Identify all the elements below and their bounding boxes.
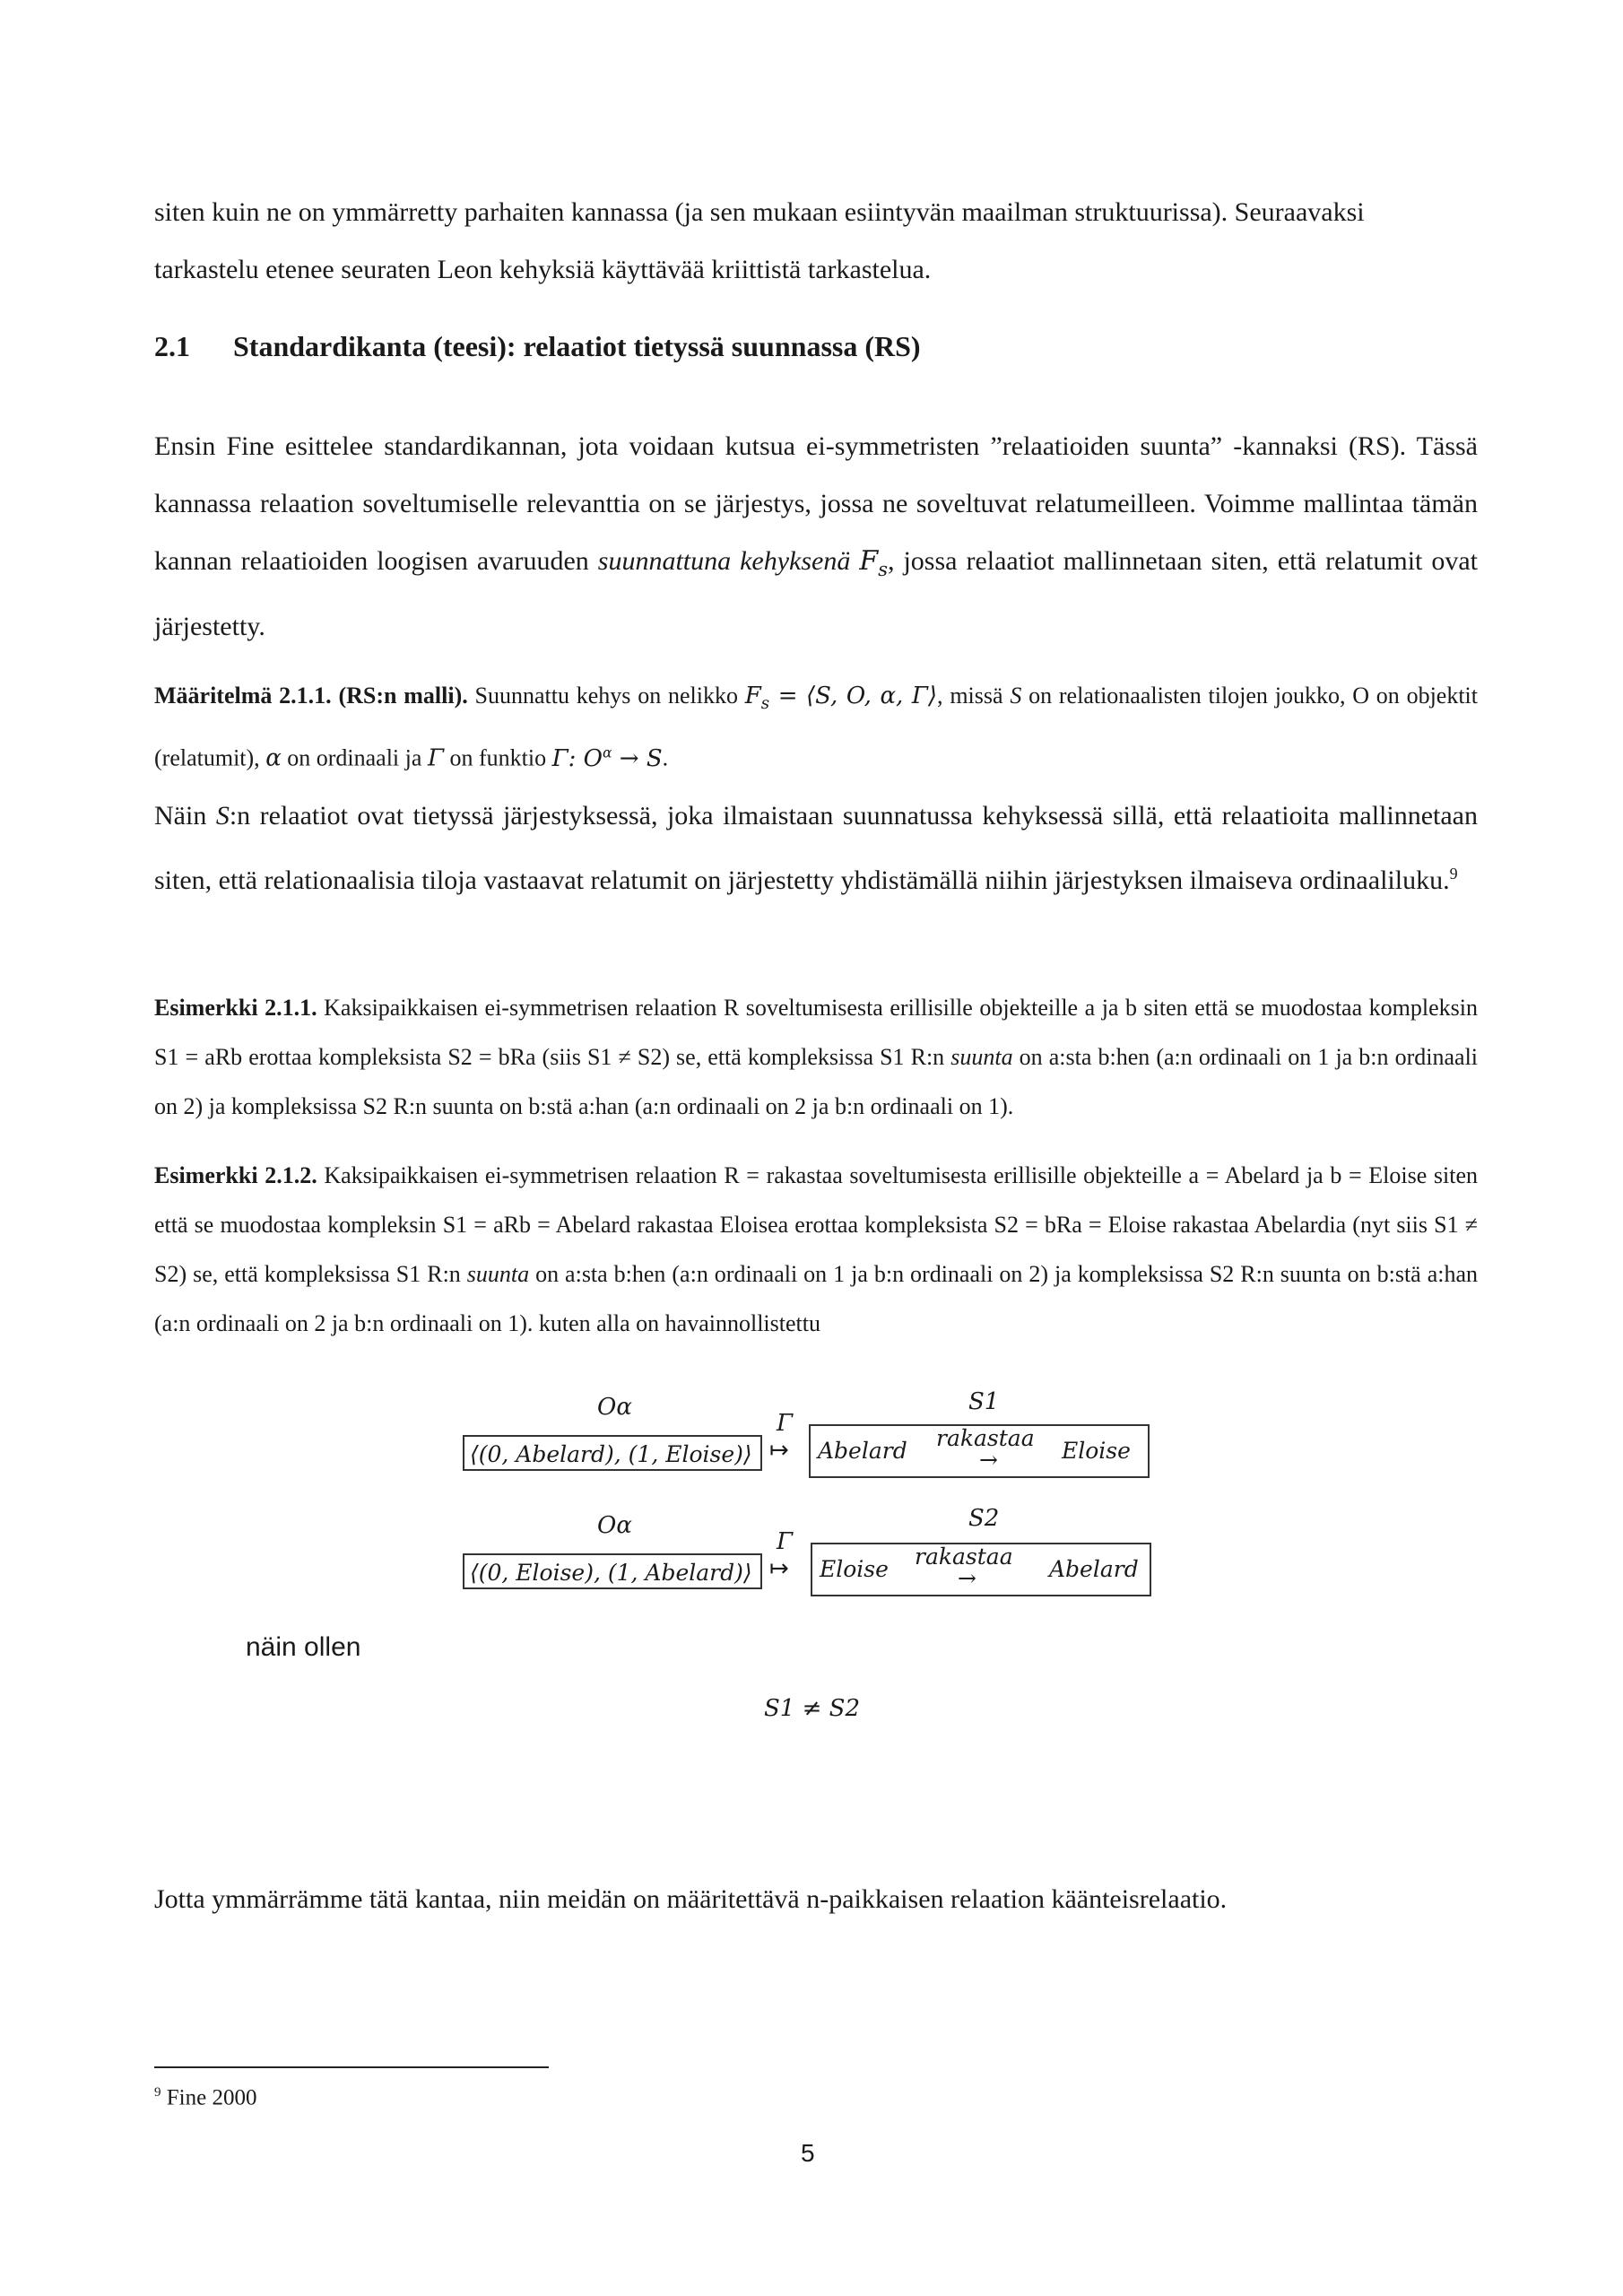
section-title: Standardikanta (teesi): relaatiot tietyssä suunnassa (RS)	[233, 330, 921, 362]
def-text-d: on ordinaali ja	[281, 744, 428, 771]
example-1-text: Kaksipaikkaisen ei-symmetrisen relaation R soveltumisesta erillisille objekteille a ja b siten että se muodostaa kompleksin S1 = aRb erottaa kompleksista S2 = bRa (siis S1 ≠ S2) se, että kompleksissa S1 R:n	[154, 995, 1478, 1070]
row1-tuple-box: ⟨(0, Abelard), (1, Eloise)⟩	[463, 1435, 762, 1471]
paragraph-jotta: Jotta ymmärrämme tätä kantaa, niin meidän on määritettävä n-paikkaisen relaation käänteisrelaatio.	[154, 1884, 1228, 1914]
row1-left-object: Abelard	[818, 1438, 907, 1464]
row2-tuple-box: ⟨(0, Eloise), (1, Abelard)⟩	[463, 1553, 762, 1589]
row1-maps-to-arrow: ↦	[769, 1437, 789, 1464]
definition-label: Määritelmä 2.1.1. (RS:n malli).	[154, 683, 468, 709]
example-1-label: Esimerkki 2.1.1.	[154, 995, 317, 1021]
def-text-e: on funktio	[443, 744, 552, 771]
footnote-reference: 9	[1449, 865, 1458, 883]
def-gamma: Γ	[427, 744, 444, 772]
row2-maps-to-arrow: ↦	[769, 1555, 789, 1582]
definition-paragraph	[154, 671, 1478, 784]
example-2-text-2: on a:sta b:hen (a:n ordinaali on 1 ja b:n ordinaali on 2) ja kompleksissa S2 R:n suunta on b:stä a:han (a:n ordinaali on 2 ja b:n ordinaali on 1). kuten alla on havainnollistettu	[154, 1261, 1479, 1336]
row2-map-label: Γ	[777, 1528, 794, 1555]
def-math-function: Γ: $O^\alpha \to S$	[551, 744, 663, 772]
row2-relation: rakastaa	[915, 1544, 1013, 1570]
section-number: 2.1	[154, 330, 190, 362]
nain-s: S	[215, 801, 230, 831]
ensin-text-a: Ensin Fine esittelee standardikannan, jota voidaan kutsua ei-symmetristen ”relaatioiden suunta” -kannaksi (RS). Tässä kannassa relaation soveltumiselle relevanttia on se järjestys, jossa ne soveltuvat relatumeilleen. Voimme mallintaa tämän kannan relaatioiden loogisen avaruuden	[154, 431, 1478, 576]
row1-state-label: S1	[968, 1388, 1000, 1415]
mapping-diagram	[0, 1388, 1623, 1738]
def-text-b: , missä	[937, 683, 1011, 709]
nain-text-b: :n relaatiot ovat tietyssä järjestyksessä, joka ilmaistaan suunnatussa kehyksessä sillä, että relaatioita mallinnetaan siten, että relationaalisia tiloja vastaavat relatumit on järjestetty yhdistämällä niihin järjestyksen ilmaiseva ordinaaliluku.	[154, 801, 1478, 895]
row1-relation: rakastaa	[936, 1425, 1035, 1451]
def-text-f: .	[662, 744, 669, 771]
intro-paragraph	[154, 184, 1478, 299]
example-2-text: Kaksipaikkaisen ei-symmetrisen relaation R = rakastaa soveltumisesta erillisille objekteille a = Abelard ja b = Eloise siten että se muodostaa kompleksin S1 = aRb = Abelard rakastaa Eloisea erottaa kompleksista S2 = bRa = Eloise rakastaa Abelardia (nyt siis S1 ≠ S2) se, että kompleksissa S1 R:n	[154, 1162, 1478, 1287]
example-1-text-2: on a:sta b:hen (a:n ordinaali on 1 ja b:n ordinaali on 2) ja kompleksissa S2 R:n suunta on b:stä a:han (a:n ordinaali on 2 ja b:n ordinaali on 1).	[154, 1044, 1479, 1119]
section-heading	[154, 330, 921, 363]
def-text-a: Suunnattu kehys on nelikko	[467, 683, 745, 709]
ensin-emphasis: suunnattuna kehyksenä	[597, 546, 851, 576]
def-text-c: on relationaalisten tilojen joukko, O on objektit (relatumit),	[154, 683, 1478, 771]
example-2-emphasis: suunta	[466, 1261, 530, 1287]
result-statement: S1 ≠ S2	[764, 1695, 861, 1722]
def-alpha: α	[265, 744, 282, 772]
footnote-text: Fine 2000	[161, 2085, 257, 2110]
row1-state-box	[809, 1424, 1150, 1478]
row1-right-object: Eloise	[1062, 1438, 1131, 1464]
row2-state-box	[811, 1543, 1151, 1596]
paragraph-ensin	[154, 418, 1478, 656]
intro-line-1: siten kuin ne on ymmärretty parhaiten kannassa (ja sen mukaan esiintyvän maailman struktuurissa). Seuraavaksi	[154, 197, 1365, 227]
row2-right-object: Abelard	[1049, 1556, 1139, 1582]
row1-map-label: Γ	[777, 1410, 794, 1437]
example-1	[154, 983, 1478, 1131]
nain-text-a: Näin	[154, 801, 216, 831]
page-number: 5	[801, 2139, 815, 2167]
example-2	[154, 1151, 1478, 1348]
row2-state-label: S2	[968, 1505, 1000, 1532]
footnote-9	[154, 2085, 256, 2110]
row2-relation-arrow: →	[958, 1565, 976, 1591]
ensin-math-fs: $F_s$	[859, 545, 888, 580]
conclusion-label: näin ollen	[246, 1632, 361, 1662]
def-math-frame: $F_s$ = ⟨S, O, α, Γ⟩	[744, 683, 938, 714]
footnote-marker: 9	[154, 2085, 161, 2100]
footnote-separator	[154, 2066, 549, 2068]
example-2-label: Esimerkki 2.1.2.	[154, 1162, 317, 1188]
row1-relation-arrow: →	[979, 1447, 998, 1473]
ensin-text-b: , jossa relaatiot mallinnetaan siten, että relatumit ovat järjestetty.	[154, 546, 1479, 641]
def-s: S	[1010, 683, 1022, 709]
row1-domain-label: Oα	[597, 1394, 632, 1421]
intro-line-2: tarkastelu etenee seuraten Leon kehyksiä käyttävää kriittistä tarkastelua.	[154, 255, 932, 284]
paragraph-nain	[154, 787, 1478, 909]
row2-left-object: Eloise	[820, 1556, 889, 1582]
row2-domain-label: Oα	[597, 1512, 632, 1539]
example-1-emphasis: suunta	[950, 1044, 1013, 1070]
